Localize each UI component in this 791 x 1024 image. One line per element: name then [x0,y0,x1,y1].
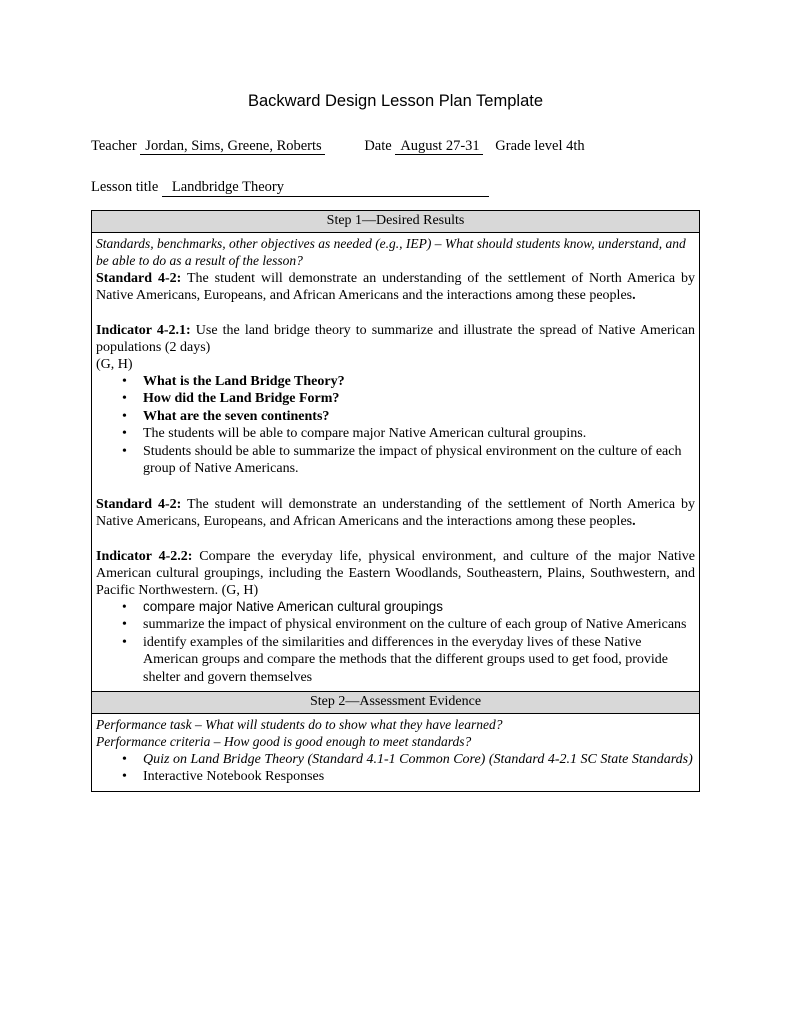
skills-list [96,599,695,686]
step2-body-cell [92,714,700,792]
indicator-4-2-2-paragraph [96,548,695,599]
list-item: • identify examples of the similarities and differences in the everyday lives of these Native American groups and compare the methods that the different groups used to get food, provide shelter and govern themselves [143,634,695,687]
standard-label: Standard 4-2: [96,496,182,512]
list-item: • Interactive Notebook Responses [143,768,695,786]
list-item: • How did the Land Bridge Form? [143,390,695,408]
objectives-list [96,425,695,478]
step1-body-cell [92,233,700,692]
indicator-text: Use the land bridge theory to summarize and illustrate the spread of Native American populations (2 days) [96,322,695,355]
guiding-questions-list [96,373,695,426]
lesson-plan-table [91,210,700,792]
teacher-label: Teacher [91,138,137,154]
step1-prompt: Standards, benchmarks, other objectives as needed (e.g., IEP) – What should students know, understand, and be able to do as a result of the lesson? [96,236,686,269]
lesson-title-label: Lesson title [91,179,159,195]
lesson-title-value-blank: Landbridge Theory [162,179,489,197]
standard-4-2-paragraph-2 [96,496,695,530]
list-item: • Quiz on Land Bridge Theory (Standard 4.1-1 Common Core) (Standard 4-2.1 SC State Standards) [143,751,695,769]
assessment-evidence-list [96,751,695,786]
list-item: • compare major Native American cultural groupings [143,599,695,616]
date-label: Date [364,138,392,154]
list-item: • Students should be able to summarize the impact of physical environment on the culture of each group of Native Americans. [143,443,695,478]
list-item: • summarize the impact of physical environment on the culture of each group of Native Americans [143,616,695,634]
standard-4-2-paragraph-1 [96,270,695,304]
standard-text: The student will demonstrate an understanding of the settlement of North America by Native Americans, Europeans, and African Americans and the interactions among these peoples [96,270,695,303]
standard-label: Standard 4-2: [96,270,182,286]
performance-criteria-prompt: Performance criteria – How good is good enough to meet standards? [96,734,472,750]
indicator-note: (G, H) [96,356,133,372]
list-item: • What is the Land Bridge Theory? [143,373,695,391]
standard-period: . [632,287,636,303]
list-item: • The students will be able to compare major Native American cultural groupins. [143,425,695,443]
document-title: Backward Design Lesson Plan Template [247,92,544,110]
date-value-blank: August 27-31 [395,138,482,155]
teacher-value-blank: Jordan, Sims, Greene, Roberts [140,138,324,155]
list-item: • What are the seven continents? [143,408,695,426]
grade-level-label: Grade level [495,138,563,154]
standard-period: . [632,514,636,529]
teacher-date-grade-line [91,138,700,155]
indicator-4-2-1-paragraph [96,322,695,356]
grade-level-value: 4th [566,138,585,154]
step1-header: Step 1—Desired Results [92,211,700,233]
lesson-title-line [91,179,700,197]
performance-task-prompt: Performance task – What will students do to show what they have learned? [96,717,503,733]
step2-header: Step 2—Assessment Evidence [92,692,700,714]
indicator-text: Compare the everyday life, physical environment, and culture of the major Native American cultural groupings, including the Eastern Woodlands, Southeastern, Plains, Southwestern, and Pacific Northwestern. (G, H) [96,549,696,599]
standard-text: The student will demonstrate an understanding of the settlement of North America by Native Americans, Europeans, and African Americans and the interactions among these peoples [96,496,695,529]
indicator-label: Indicator 4-2.2: [96,549,193,565]
indicator-label: Indicator 4-2.1: [96,322,191,338]
